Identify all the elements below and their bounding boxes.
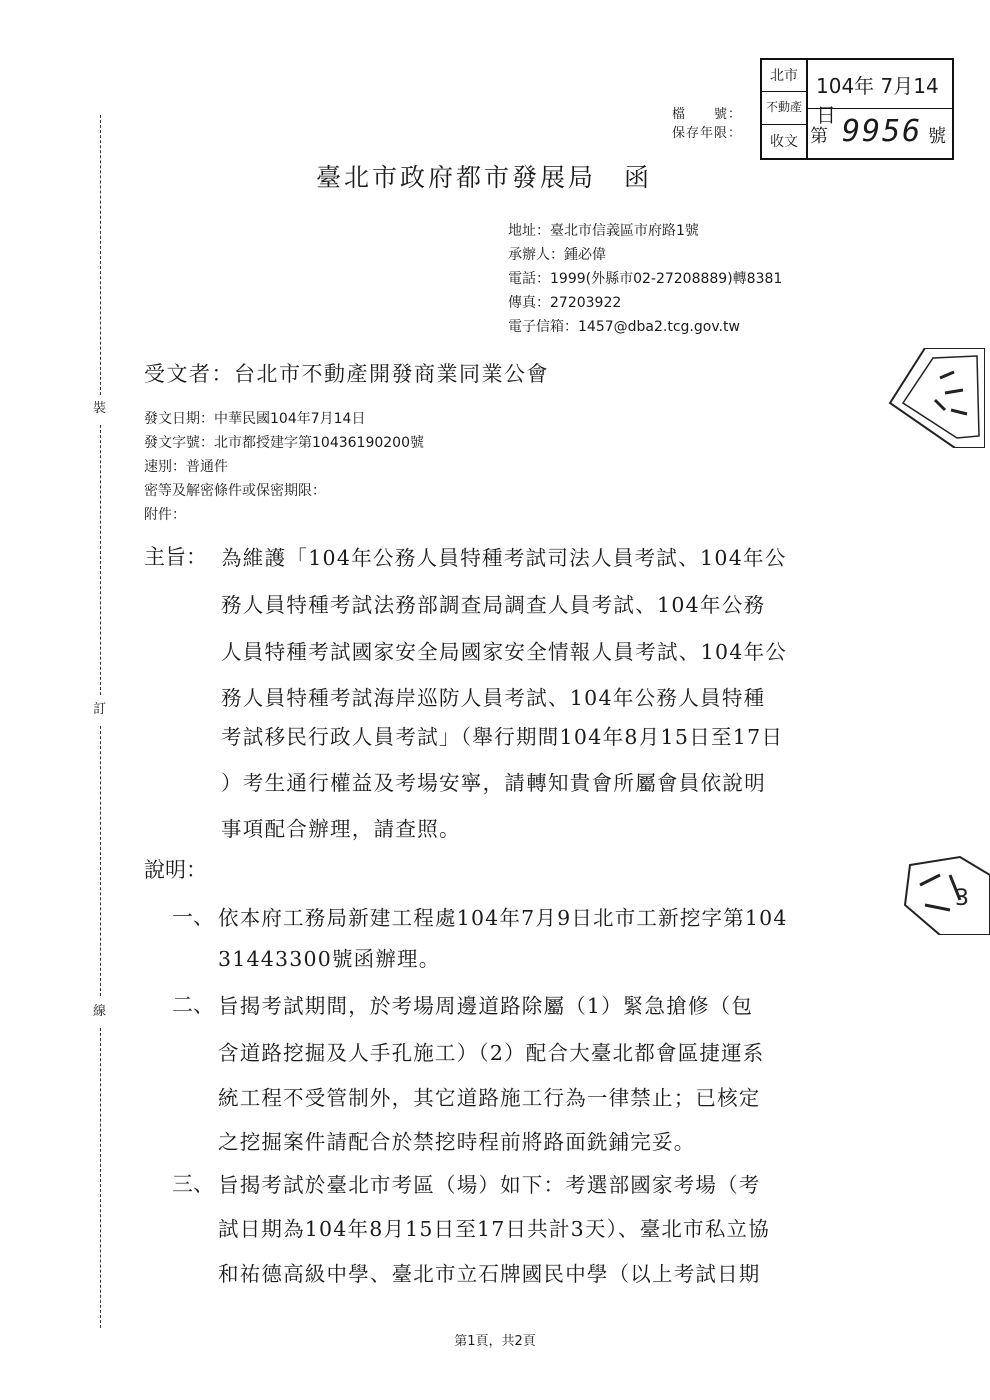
subject-line: 人員特種考試國家安全局國家安全情報人員考試、104年公 [221,640,788,664]
stamp-number-prefix: 第 [810,126,828,147]
receipt-stamp [760,58,954,160]
stamp-date: 104年 7月14日 [816,74,939,127]
document-number: 發文字號：北市都授建字第10436190200號 [144,435,424,451]
item-line: 試日期為104年8月15日至17日共計3天）、臺北市私立協 [218,1217,770,1241]
item-line: 旨揭考試於臺北市考區（場）如下：考選部國家考場（考 [218,1173,761,1197]
stamp-number-suffix: 號 [928,126,946,147]
item-line: 統工程不受管制外，其它道路施工行為一律禁止；已核定 [218,1086,761,1110]
archive-file-no-label: 檔 號： [672,107,743,122]
item-number: 三、 [172,1172,214,1196]
item-line: 之挖掘案件請配合於禁挖時程前將路面銑鋪完妥。 [218,1130,696,1154]
contact-fax: 傳真：27203922 [508,295,622,311]
subject-line: 考試移民行政人員考試」（舉行期間104年8月15日至17日 [221,725,784,749]
explanation-label: 說明： [144,858,207,882]
binding-line-mid2 [100,726,101,996]
page-footer: 第1頁，共2頁 [454,1334,536,1349]
document-title: 臺北市政府都市發展局 函 [316,163,653,192]
stamp-label-received: 收文 [770,134,798,150]
contact-phone: 電話：1999(外縣市02-27208889)轉8381 [508,271,783,287]
stamp-label-column [762,60,808,158]
stamp-divider [806,108,952,109]
binding-line-bottom [100,1028,101,1328]
delivery-speed: 速別：普通件 [144,459,228,475]
subject-line: 事項配合辦理，請查照。 [221,817,461,841]
attachment: 附件： [144,507,186,523]
issue-date: 發文日期：中華民國104年7月14日 [144,411,366,427]
contact-email: 電子信箱：1457@dba2.tcg.gov.tw [508,319,740,335]
binding-char-zhuang: 裝 [93,401,107,416]
subject-line: 為維護「104年公務人員特種考試司法人員考試、104年公 [221,546,787,570]
item-line: 31443300號函辦理。 [218,947,441,971]
stamp-label-realestate: 不動產 [765,100,802,114]
binding-line-top [100,115,101,395]
item-line: 依本府工務局新建工程處104年7月9日北市工新挖字第104 [218,906,788,930]
stamp-divider [762,91,806,92]
stamp-number: 9956 [842,114,923,149]
item-number: 一、 [172,905,214,929]
subject-label: 主旨： [144,545,207,569]
archive-retention-label: 保存年限： [672,126,743,141]
binding-char-xian: 線 [93,1004,107,1019]
subject-line: ）考生通行權益及考場安寧，請轉知貴會所屬會員依說明 [221,771,766,795]
seal-fragment-icon [900,855,990,935]
contact-handler: 承辦人：鍾必偉 [508,247,606,263]
contact-address: 地址：臺北市信義區市府路1號 [508,223,699,239]
item-line: 旨揭考試期間，於考場周邊道路除屬（1）緊急搶修（包 [218,994,754,1018]
subject-line: 務人員特種考試海岸巡防人員考試、104年公務人員特種 [221,686,766,710]
binding-char-ding: 訂 [93,702,107,717]
subject-line: 務人員特種考試法務部調查局調查人員考試、104年公務 [221,593,766,617]
svg-text:3: 3 [955,886,969,911]
seal-fragment-icon [885,348,985,448]
recipient: 受文者：台北市不動產開發商業同業公會 [144,362,549,386]
stamp-label-city: 北市 [770,68,798,84]
item-line: 和祐德高級中學、臺北市立石牌國民中學（以上考試日期 [218,1262,761,1286]
secrecy-level: 密等及解密條件或保密期限： [144,483,326,499]
stamp-divider [762,124,806,125]
item-number: 二、 [172,993,214,1017]
binding-line-mid1 [100,425,101,695]
item-line: 含道路挖掘及人手孔施工）（2）配合大臺北都會區捷運系 [218,1041,765,1065]
